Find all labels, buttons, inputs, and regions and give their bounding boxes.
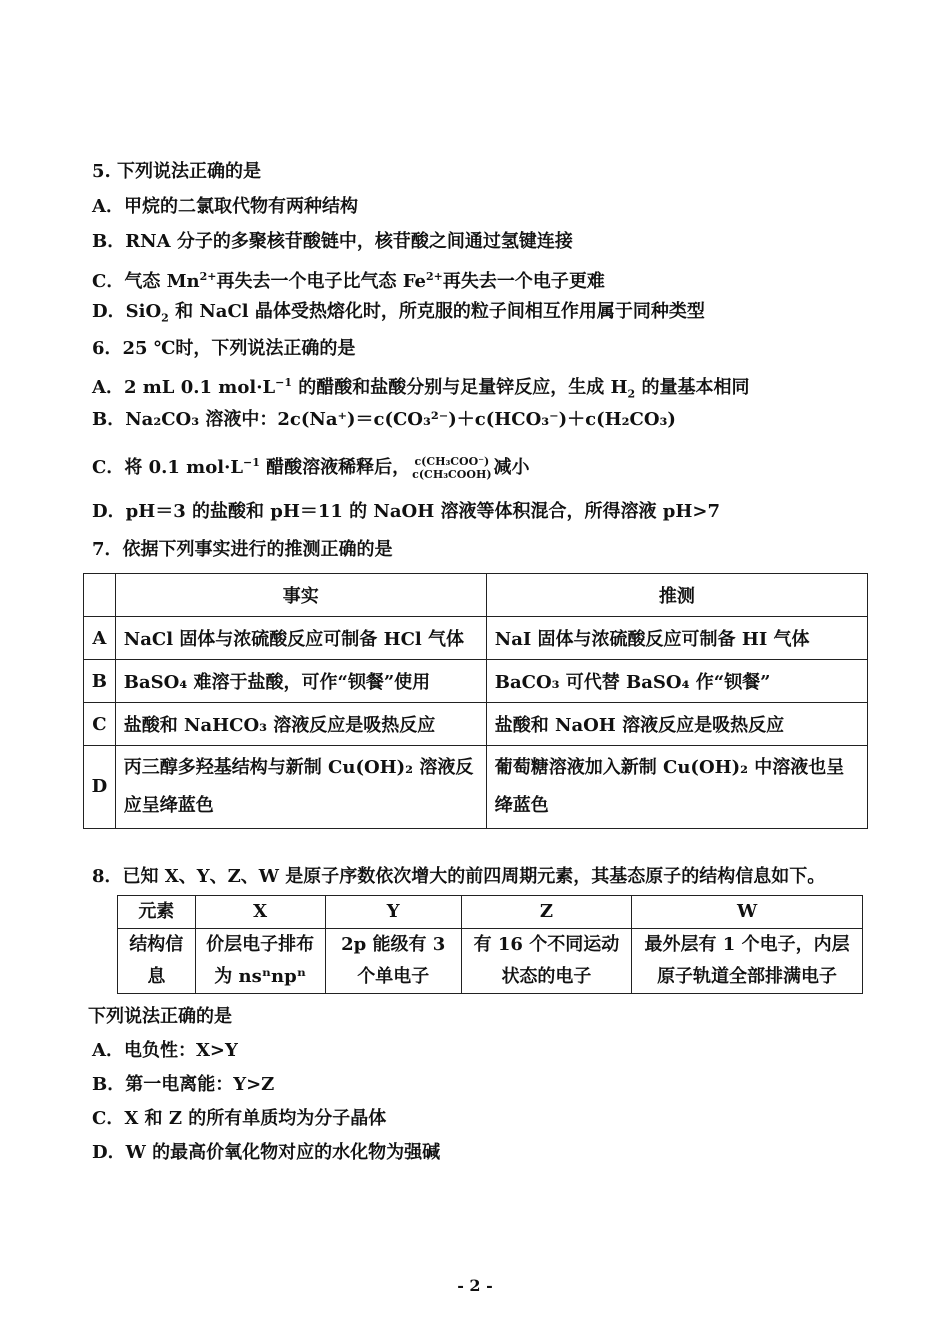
q7-row-key: A <box>84 617 116 660</box>
q8-header-row <box>118 896 863 929</box>
q6-a-pre: A．2 mL 0.1 mol·L <box>92 377 276 398</box>
q5-c-sup1: 2+ <box>199 270 217 283</box>
q7-stem: 7．依据下列事实进行的推测正确的是 <box>92 539 393 560</box>
q6-a-mid: 的醋酸和盐酸分别与足量锌反应，生成 H <box>292 377 628 398</box>
q7-header-key <box>84 574 116 617</box>
q7-table <box>83 573 868 829</box>
q8-y-info: 2p 能级有 3 个单电子 <box>325 929 461 994</box>
q7-row-key: B <box>84 660 116 703</box>
q6-option-a <box>92 371 749 407</box>
q8-option-d: D．W 的最高价氧化物对应的水化物为强碱 <box>92 1142 441 1163</box>
q6-c-mid: 醋酸溶液稀释后， <box>259 457 411 478</box>
q8-info-label: 结构信息 <box>118 929 196 994</box>
q5-c-sup2: 2+ <box>426 270 443 283</box>
q6-c-pre: C．将 0.1 mol·L <box>92 457 243 478</box>
q5-d-pre: D．SiO <box>92 301 162 322</box>
q8-w-info: 最外层有 1 个电子，内层原子轨道全部排满电子 <box>632 929 863 994</box>
q5-c-post: 再失去一个电子更难 <box>442 271 605 292</box>
q6-option-d: D．pH＝3 的盐酸和 pH＝11 的 NaOH 溶液等体积混合，所得溶液 pH>7 <box>92 501 720 522</box>
q5-stem: 5. 下列说法正确的是 <box>92 161 262 182</box>
q7-row-fact: NaCl 固体与浓硫酸反应可制备 HCl 气体 <box>115 617 486 660</box>
q6-c-fraction <box>412 455 491 481</box>
page-number: - 2 - <box>457 1276 493 1295</box>
q7-header-guess: 推测 <box>486 574 867 617</box>
q5-option-b: B．RNA 分子的多聚核苷酸链中，核苷酸之间通过氢键连接 <box>92 231 573 252</box>
q8-header-x: X <box>195 896 325 929</box>
q8-option-c: C．X 和 Z 的所有单质均为分子晶体 <box>92 1108 387 1129</box>
q8-header-element: 元素 <box>118 896 196 929</box>
q8-header-z: Z <box>461 896 631 929</box>
q5-c-mid: 再失去一个电子比气态 Fe <box>216 271 426 292</box>
q6-a-post: 的量基本相同 <box>635 377 750 398</box>
q6-option-c <box>92 451 530 481</box>
table-row <box>84 746 868 829</box>
q7-row-key: C <box>84 703 116 746</box>
q6-a-sup: −1 <box>275 376 292 389</box>
q6-option-b: B．Na₂CO₃ 溶液中：2c(Na⁺)＝c(CO₃²⁻)＋c(HCO₃⁻)＋c(H₂CO₃) <box>92 409 676 430</box>
q7-header-row <box>84 574 868 617</box>
q8-z-info: 有 16 个不同运动状态的电子 <box>461 929 631 994</box>
q6-stem: 6．25 ℃时，下列说法正确的是 <box>92 338 356 359</box>
q8-header-w: W <box>632 896 863 929</box>
q7-row-guess: 盐酸和 NaOH 溶液反应是吸热反应 <box>486 703 867 746</box>
q6-a-sub: 2 <box>627 387 636 401</box>
q7-header-fact: 事实 <box>115 574 486 617</box>
q7-row-fact: 丙三醇多羟基结构与新制 Cu(OH)₂ 溶液反应呈绛蓝色 <box>115 746 486 829</box>
q6-c-denominator: c(CH₃COOH) <box>412 468 492 481</box>
q8-x-info: 价层电子排布为 nsⁿnpⁿ <box>195 929 325 994</box>
q5-c-pre: C．气态 Mn <box>92 271 200 292</box>
q5-option-c <box>92 265 605 294</box>
q7-row-guess: NaI 固体与浓硫酸反应可制备 HI 气体 <box>486 617 867 660</box>
q8-option-b: B．第一电离能：Y>Z <box>92 1074 275 1095</box>
table-row <box>118 929 863 994</box>
q8-header-y: Y <box>325 896 461 929</box>
q8-option-a: A．电负性：X>Y <box>92 1040 238 1061</box>
q5-d-sub: 2 <box>161 311 169 325</box>
table-row <box>84 617 868 660</box>
q6-c-sup: −1 <box>243 456 260 469</box>
q7-row-fact: BaSO₄ 难溶于盐酸，可作“钡餐”使用 <box>115 660 486 703</box>
q5-option-d <box>92 300 705 331</box>
q6-c-post: 减小 <box>493 457 530 478</box>
q8-sub-stem: 下列说法正确的是 <box>88 1006 232 1027</box>
q7-row-fact: 盐酸和 NaHCO₃ 溶液反应是吸热反应 <box>115 703 486 746</box>
q5-d-post: 和 NaCl 晶体受热熔化时，所克服的粒子间相互作用属于同种类型 <box>168 301 705 322</box>
table-row <box>84 660 868 703</box>
q5-option-a: A．甲烷的二氯取代物有两种结构 <box>92 196 358 217</box>
q8-table <box>117 895 863 994</box>
q6-c-numerator: c(CH₃COO⁻) <box>414 455 490 468</box>
table-row <box>84 703 868 746</box>
q7-row-guess: 葡萄糖溶液加入新制 Cu(OH)₂ 中溶液也呈绛蓝色 <box>486 746 867 829</box>
q7-row-guess: BaCO₃ 可代替 BaSO₄ 作“钡餐” <box>486 660 867 703</box>
q7-row-key: D <box>84 746 116 829</box>
q8-stem: 8．已知 X、Y、Z、W 是原子序数依次增大的前四周期元素，其基态原子的结构信息如下。 <box>92 866 826 887</box>
